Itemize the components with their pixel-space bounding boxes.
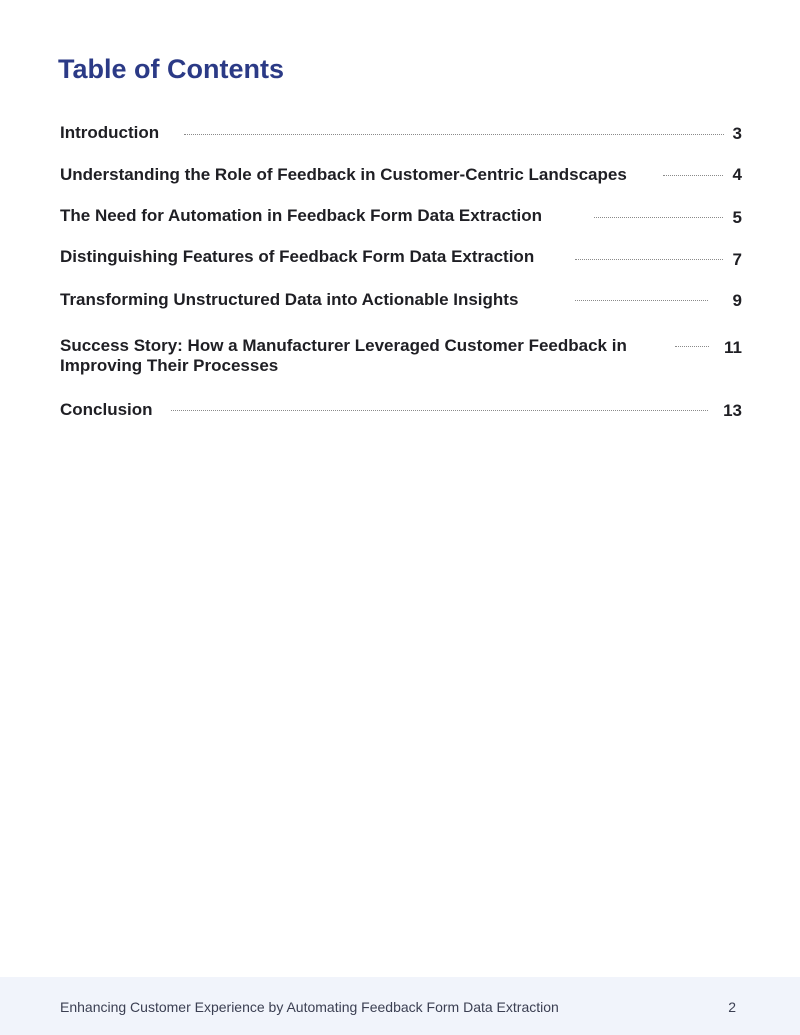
toc-entry-title[interactable]: Transforming Unstructured Data into Actionable Insights: [60, 290, 519, 309]
toc-entry-title[interactable]: Introduction: [60, 123, 160, 142]
toc-entry-transforming-data[interactable]: [60, 290, 742, 330]
toc-entry-need-for-automation[interactable]: [60, 206, 742, 246]
toc-page-number: 9: [732, 291, 742, 310]
toc-entry-role-of-feedback[interactable]: [60, 165, 742, 205]
page-title: Table of Contents: [58, 54, 284, 84]
toc-page-number: 13: [723, 401, 742, 420]
toc-page-number: 7: [732, 250, 742, 269]
toc-page-number: 11: [724, 338, 742, 357]
toc-page-number: 3: [732, 124, 742, 143]
toc-entry-title[interactable]: Distinguishing Features of Feedback Form Data Extraction: [60, 247, 535, 266]
toc-entry-title-line2[interactable]: Improving Their Processes: [60, 356, 279, 375]
toc-page-number: 4: [732, 165, 742, 184]
toc-leader-dots: [184, 134, 724, 135]
toc-leader-dots: [575, 300, 708, 301]
toc-entry-distinguishing-features[interactable]: [60, 247, 742, 287]
toc-entry-success-story[interactable]: [60, 336, 742, 380]
toc-entry-title[interactable]: Conclusion: [60, 400, 153, 419]
toc-leader-dots: [594, 217, 723, 218]
toc-leader-dots: [171, 410, 708, 411]
toc-leader-dots: [675, 346, 709, 347]
toc-entry-title[interactable]: Success Story: How a Manufacturer Leveraged Customer Feedback in: [60, 336, 627, 355]
toc-leader-dots: [575, 259, 723, 260]
toc-page-number: 5: [732, 208, 742, 227]
footer-page-number: 2: [728, 999, 736, 1015]
toc-entry-conclusion[interactable]: [60, 400, 742, 440]
toc-entry-title[interactable]: The Need for Automation in Feedback Form Data Extraction: [60, 206, 543, 225]
toc-leader-dots: [663, 175, 723, 176]
toc-entry-introduction[interactable]: [60, 123, 742, 163]
footer-document-title: Enhancing Customer Experience by Automating Feedback Form Data Extraction: [60, 999, 559, 1015]
toc-entry-title[interactable]: Understanding the Role of Feedback in Customer-Centric Landscapes: [60, 165, 627, 184]
page-footer: [0, 977, 800, 1035]
